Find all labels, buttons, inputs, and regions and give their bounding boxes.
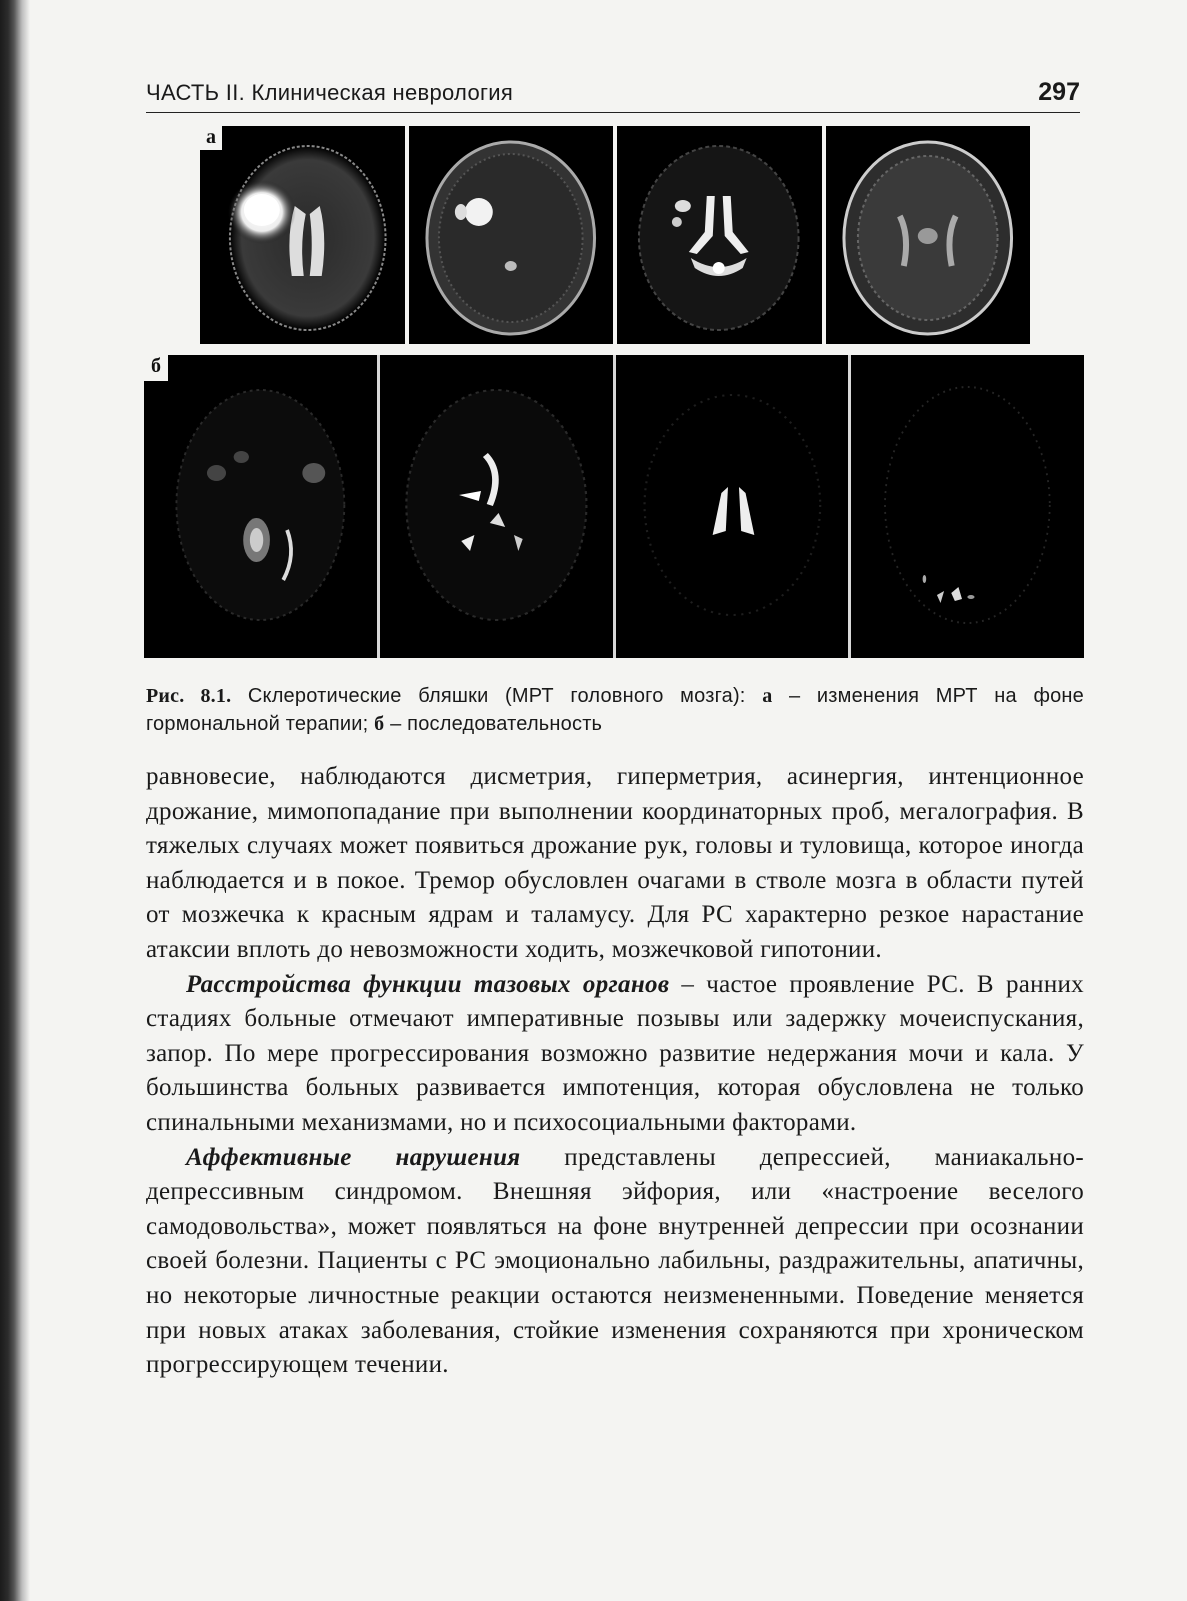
paragraph-2-text: – частое проявление РС. В ранних стадиях больные отмечают императивные позывы или задержку мочеиспускания, запор. По мере прогрессирования возможно развитие недержания мочи и кала. У большинства больных развивается импотенция, которая обусловлена не только спинальными механизмами, но и психосоциальными факторами. — [146, 970, 1084, 1136]
paragraph-2 — [146, 968, 1084, 1141]
paragraph-1: равновесие, наблюдаются дисметрия, гиперметрия, асинергия, интенционное дрожание, мимопопадание при выполнении координаторных проб, мегалография. В тяжелых случаях может появиться дрожание рук, головы и туловища, которое иногда наблюдается и в покое. Тремор обусловлен очагами в стволе мозга в области путей от мозжечка к красным ядрам и таламусу. Для РС характерно резкое нарастание атаксии вплоть до невозможности ходить, мозжечковой гипотонии. — [146, 763, 1084, 963]
page-number: 297 — [1038, 78, 1080, 106]
mri-image-a4 — [826, 126, 1031, 344]
caption-text-1: Склеротические бляшки (МРТ головного мозга): — [231, 685, 763, 707]
panel-label-b: б — [144, 355, 168, 381]
mri-image-b2 — [380, 355, 613, 658]
paragraph-3-text: представлены депрессией, маниакально-депрессивным синдромом. Внешняя эйфория, или «настроение веселого самодовольства», может появляться на фоне внутренней депрессии при осознании своей болезни. Пациенты с РС эмоционально лабильны, раздражительны, апатичны, но некоторые личностные реакции остаются неизмененными. Поведение меняется при новых атаках заболевания, стойкие изменения сохраняются при хроническом прогрессирующем течении. — [146, 1143, 1084, 1379]
caption-text-2: – изменения МРТ на фоне гормональной терапии; — [146, 685, 1084, 735]
figure-row-b — [144, 355, 1084, 658]
figure-caption — [146, 682, 1084, 738]
running-header — [146, 80, 1080, 113]
panel-label-a: а — [200, 126, 222, 150]
mri-image-b3 — [616, 355, 849, 658]
scan-binding-edge — [0, 0, 30, 1601]
caption-text-3: – последовательность — [384, 713, 603, 735]
figure-number: Рис. 8.1. — [146, 685, 232, 707]
mri-image-b4 — [851, 355, 1084, 658]
figure-row-a — [200, 126, 1030, 344]
body-text — [146, 760, 1084, 1383]
paragraph-3 — [146, 1141, 1084, 1383]
mri-image-a2 — [409, 126, 614, 344]
running-title: ЧАСТЬ II. Клиническая неврология — [146, 80, 514, 105]
caption-term-b: б — [374, 713, 385, 735]
caption-term-a: а — [762, 685, 773, 707]
paragraph-2-term: Расстройства функции тазовых органов — [186, 970, 670, 998]
paragraph-3-term: Аффективные нарушения — [186, 1143, 521, 1171]
mri-image-a3 — [617, 126, 822, 344]
mri-image-b1 — [144, 355, 377, 658]
mri-image-a1 — [200, 126, 405, 344]
